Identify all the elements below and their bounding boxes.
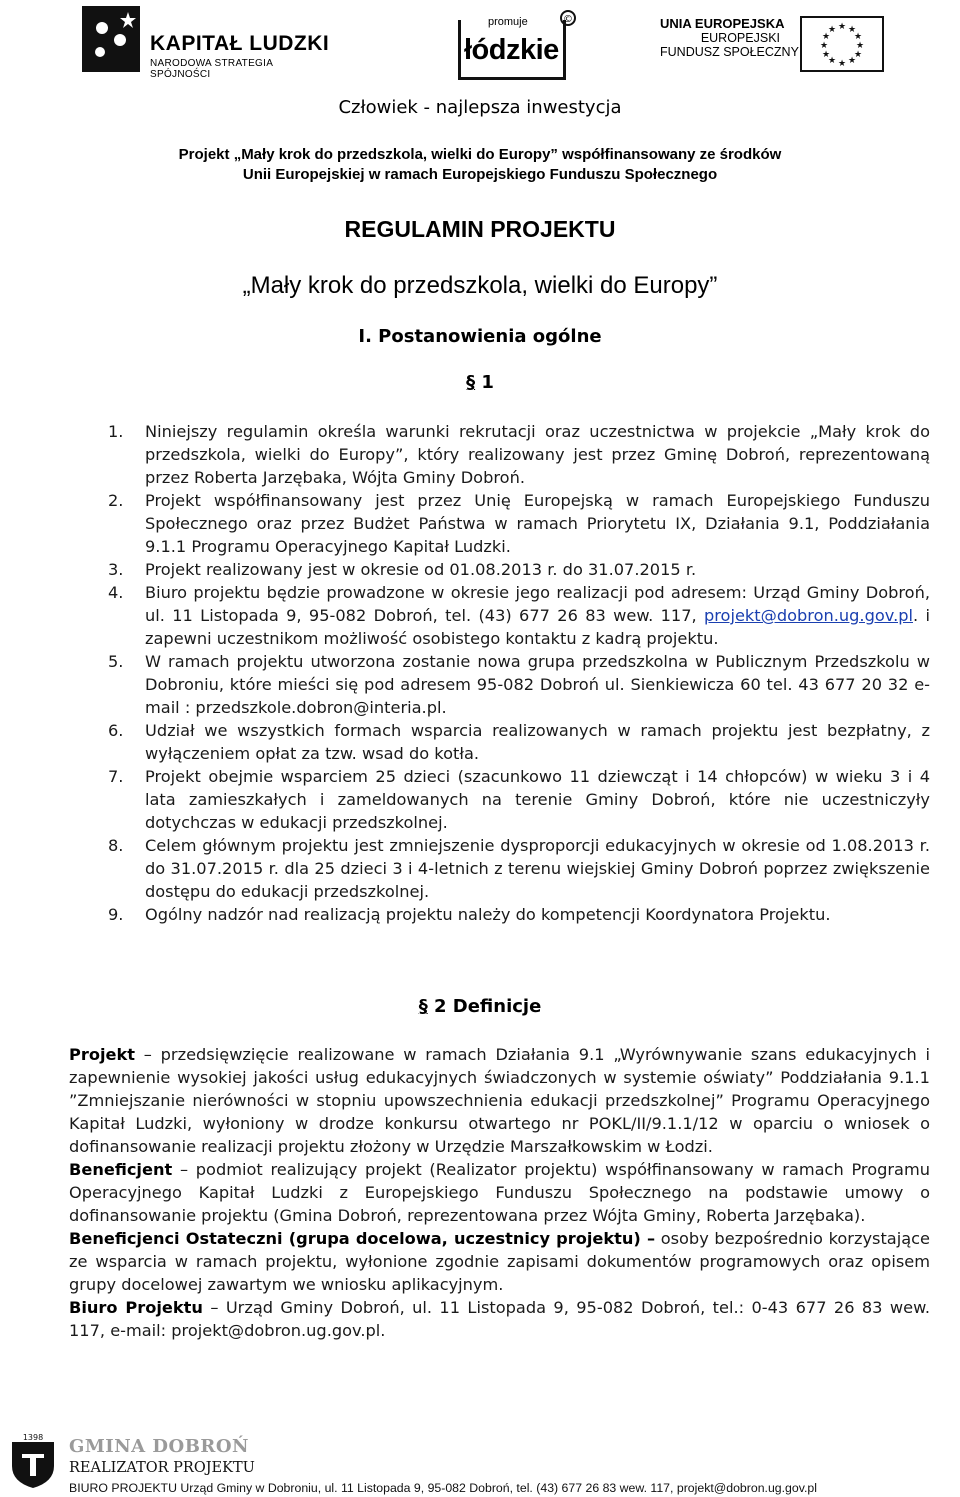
kapital-ludzki-subtitle: NARODOWA STRATEGIA SPÓJNOŚCI <box>150 58 273 80</box>
list-item-number: 8. <box>108 836 124 855</box>
unia-europejska-logo <box>660 16 910 76</box>
gmina-crest-icon <box>8 1432 58 1490</box>
svg-text:★: ★ <box>855 41 865 51</box>
list-item <box>108 903 930 926</box>
copyright-icon: © <box>560 10 576 26</box>
list-item <box>108 765 930 834</box>
crest-year: 1398 <box>22 1433 44 1442</box>
definitions <box>69 1043 930 1342</box>
definition-text: – podmiot realizujący projekt (Realizator projektu) współfinansowany w ramach Programu Operacyjnego Kapitał Ludzki z Europejskiego Funduszu Społecznego na podstawie umowy o dofinansowanie projektu (Gmina Dobroń, reprezentowana przez Wójta Gminy, Roberta Jarzębaka). <box>69 1160 930 1225</box>
eu-flag-icon <box>800 16 884 72</box>
footer-realizator: REALIZATOR PROJEKTU <box>69 1460 255 1476</box>
list-item-text: W ramach projektu utworzona zostanie nowa grupa przedszkolna w Publicznym Przedszkolu w Dobroniu, które mieści się pod adresem 95-082 Dobroń ul. Sienkiewicza 60 tel. 43 677 20 32 e-mail : przedszkole.dobron@interia.pl. <box>145 652 930 717</box>
svg-text:★: ★ <box>827 56 837 66</box>
footer <box>0 1430 960 1497</box>
ue-text <box>660 16 799 59</box>
definition-term: Projekt <box>69 1045 135 1064</box>
definition <box>69 1158 930 1227</box>
list-item-text: Celem głównym projektu jest zmniejszenie dysproporcji edukacyjnych w okresie od 1.08.2013 r. do 31.07.2015 r. dla 25 dzieci 3 i 4-letnich z terenu wiejskiej Gminy Dobroń poprzez zwiększenie dostępu do edukacji przedszkolnej. <box>145 836 930 901</box>
svg-text:★: ★ <box>821 32 831 42</box>
footer-gmina: GMINA DOBROŃ <box>69 1436 249 1457</box>
definition-text: – przedsięwzięcie realizowane w ramach Działania 9.1 „Wyrównywanie szans edukacyjnych i zapewnienie wysokiej jakości usług edukacyjnych świadczonych w systemie oświaty” Poddziałania 9.1.1 ”Zmniejszanie nierówności w stopniu upowszechnienia edukacji przedszkolnej” Programu Operacyjnego Kapitał Ludzki, wyłoniony w drodze konkursu otwartego nr POKL/II/9.1.1/12 w oparciu o wniosek o dofinansowanie realizacji projektu złożony w Urzędzie Marszałkowskim w Łodzi. <box>69 1045 930 1156</box>
svg-text:★: ★ <box>837 59 847 69</box>
email-link[interactable]: projekt@dobron.ug.gov.pl <box>703 606 913 625</box>
lodzkie-small-text: promuje <box>488 16 528 28</box>
definition <box>69 1296 930 1342</box>
list-item-text: Projekt współfinansowany jest przez Unię Europejską w ramach Europejskiego Funduszu Społecznego oraz przez Budżet Państwa w ramach Priorytetu IX, Działania 9.1, Poddziałania 9.1.1 Programu Operacyjnego Kapitał Ludzki. <box>145 491 930 556</box>
list-item-number: 2. <box>108 491 124 510</box>
paragraph-number: 1 <box>481 372 494 393</box>
list-item <box>108 558 930 581</box>
list-item <box>108 719 930 765</box>
list-item-text: Biuro projektu będzie prowadzone w okresie jego realizacji pod adresem: Urząd Gminy Dobroń, ul. 11 Listopada 9, 95-082 Dobroń, tel. (43) 677 26 83 wew. 117, <box>145 583 930 625</box>
list-item-number: 6. <box>108 721 124 740</box>
list-item-text: Projekt realizowany jest w okresie od 01.08.2013 r. do 31.07.2015 r. <box>145 560 697 579</box>
definition-term: Beneficjenci Ostateczni (grupa docelowa, uczestnicy projektu) – <box>69 1229 656 1248</box>
svg-text:★: ★ <box>821 50 831 60</box>
list-item-text: Ogólny nadzór nad realizacją projektu należy do kompetencji Koordynatora Projektu. <box>145 905 831 924</box>
paragraph-1-heading <box>0 372 960 393</box>
list-item-number: 4. <box>108 583 124 602</box>
definition-term: Beneficjent <box>69 1160 173 1179</box>
svg-text:★: ★ <box>837 22 847 32</box>
list-item <box>108 650 930 719</box>
header-logos <box>0 0 960 90</box>
motto: Człowiek - najlepsza inwestycja <box>338 97 622 118</box>
svg-text:★: ★ <box>847 56 857 66</box>
lodzkie-big-text: łódzkie <box>464 34 559 66</box>
document-title: REGULAMIN PROJEKTU <box>344 216 616 242</box>
ue-line1: UNIA EUROPEJSKA <box>660 16 785 31</box>
ue-line3: FUNDUSZ SPOŁECZNY <box>660 45 799 59</box>
footer-address: BIURO PROJEKTU Urząd Gminy w Dobroniu, ul. 11 Listopada 9, 95-082 Dobroń, tel. (43) 677 26 83 wew. 117, projekt@dobron.ug.gov.pl <box>69 1481 817 1495</box>
definition <box>69 1043 930 1158</box>
list-item <box>108 834 930 903</box>
paragraph-2-heading <box>0 996 960 1017</box>
paragraph-symbol: § <box>466 372 476 393</box>
kapital-ludzki-title: KAPITAŁ LUDZKI <box>150 32 330 55</box>
svg-text:★: ★ <box>853 32 863 42</box>
list-item-number: 3. <box>108 560 124 579</box>
list-item <box>108 489 930 558</box>
list-item <box>108 581 930 650</box>
list-item-number: 5. <box>108 652 124 671</box>
list-item-number: 1. <box>108 422 124 441</box>
list-item <box>108 420 930 489</box>
list-item-text: Niniejszy regulamin określa warunki rekrutacji oraz uczestnictwa w projekcie „Mały krok do przedszkola, wielki do Europy”, który realizowany jest przez Gminę Dobroń, reprezentowaną przez Roberta Jarzębaka, Wójta Gminy Dobroń. <box>145 422 930 487</box>
kapital-ludzki-emblem-icon <box>82 6 140 72</box>
svg-text:★: ★ <box>853 50 863 60</box>
project-line-2: Unii Europejskiej w ramach Europejskiego Funduszu Społecznego <box>242 166 718 183</box>
paragraph-symbol: § <box>418 996 428 1017</box>
definition <box>69 1227 930 1296</box>
definition-term: Biuro Projektu <box>69 1298 203 1317</box>
svg-text:★: ★ <box>819 41 829 51</box>
definition-text: – Urząd Gminy Dobroń, ul. 11 Listopada 9, 95-082 Dobroń, tel.: 0-43 677 26 83 wew. 117, e-mail: projekt@dobron.ug.gov.pl. <box>69 1298 930 1340</box>
promuje-lodzkie-logo <box>458 10 578 82</box>
list-item-number: 9. <box>108 905 124 924</box>
ue-line2: EUROPEJSKI <box>700 31 780 45</box>
svg-text:★: ★ <box>847 25 857 35</box>
document-subtitle: „Mały krok do przedszkola, wielki do Europy” <box>242 272 718 299</box>
list-item-number: 7. <box>108 767 124 786</box>
general-provisions-list <box>108 420 930 926</box>
svg-text:★: ★ <box>827 25 837 35</box>
project-line-1: Projekt „Mały krok do przedszkola, wielki do Europy” współfinansowany ze środków <box>178 146 782 163</box>
paragraph-title: 2 Definicje <box>433 996 542 1017</box>
section-title: I. Postanowienia ogólne <box>358 326 602 347</box>
list-item-text-after: . i zapewni uczestnikom możliwość osobistego kontaktu z kadrą projektu. <box>145 606 930 648</box>
definition-text: osoby bezpośrednio korzystające ze wsparcia w ramach projektu, wyłonione zgodnie zapisami dokumentów programowych oraz opisem grupy docelowej zawartym we wniosku aplikacyjnym. <box>69 1229 931 1294</box>
list-item-text: Projekt obejmie wsparciem 25 dzieci (szacunkowo 11 dziewcząt i 14 chłopców) w wieku 3 i 4 lata zamieszkałych i zameldowanych na terenie Gminy Dobroń, które nie uczestniczyły dotychczas w edukacji przedszkolnej. <box>145 767 930 832</box>
list-item-text: Udział we wszystkich formach wsparcia realizowanych w ramach projektu jest bezpłatny, z wyłączeniem opłat za tzw. wsad do kotła. <box>145 721 930 763</box>
kapital-ludzki-logo <box>82 6 332 80</box>
